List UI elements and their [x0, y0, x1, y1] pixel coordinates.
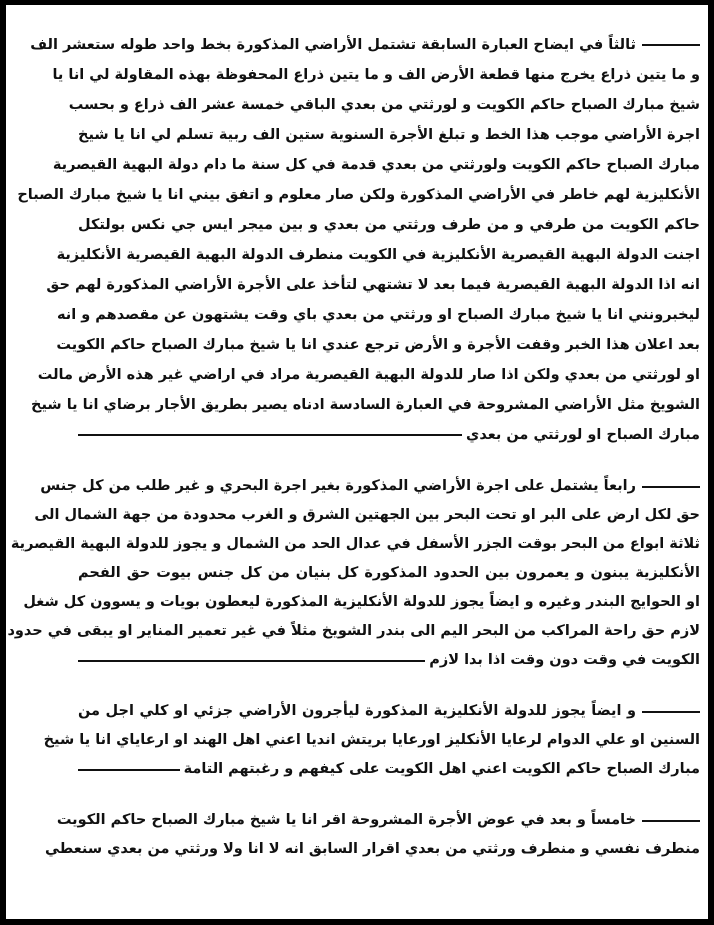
text-line — [56, 240, 700, 270]
line-text: انه اذا الدولة البهية القيصرية فيما بعد لا تشتهي لتأخذ على الأجرة الأراضي المذكورة لهم حق — [46, 277, 700, 293]
line-text: مبارك الصباح حاكم الكويت اعني اهل الكويت على كيفهم و رغبتهم التامة — [183, 761, 700, 777]
line-text: اجنت الدولة البهية القيصرية الأنكليزية في الكويت منطرف الدولة البهية القيصرية الأنكليزية — [56, 247, 700, 263]
line-text: و ما يتين ذراع يخرج منها قطعة الأرض الف و ما يتين ذراع المحفوظة بهذه المقاولة لي انا يا — [52, 67, 700, 83]
text-line — [44, 835, 700, 864]
line-text: حاكم الكويت من طرفي و من طرف ورثتي من بعدي و بين ميجر ايس جي نكس بولتكل — [78, 217, 700, 233]
line-text: اجرة الأراضي موجب هذا الخط و تبلغ الأجرة السنوية ستين الف ربية تسلم لي انا يا شيخ — [78, 127, 700, 143]
text-line — [78, 420, 700, 450]
document-page — [6, 5, 708, 919]
line-text: حق لكل ارض على البر او تحت البحر بين الجهتين الشرق و الغرب محدودة من جهة الشمال الى — [34, 507, 700, 523]
text-line — [34, 501, 700, 530]
dash-rule — [642, 711, 700, 713]
line-text: ثلاثة ابواع من البحر بوقت الجزر الأسفل في عدال الحد من الشمال و يجوز للدولة البهية القيصرية — [10, 536, 700, 552]
line-text: شيخ مبارك الصباح حاكم الكويت و لورثتي من بعدي الباقي خمسة عشر الف ذراع و بحسب — [68, 97, 700, 113]
text-line — [78, 755, 700, 784]
text-line — [78, 210, 700, 240]
text-line — [7, 617, 700, 646]
line-text: السنين او علي الدوام لرعايا الأنكليز اورعايا بريتش انديا اعني اهل الهند او ارعاياي انا يا شيخ — [43, 732, 700, 748]
line-text: الكويت في وقت دون وقت اذا بدا لازم — [429, 652, 700, 668]
text-line — [17, 180, 700, 210]
text-line — [23, 588, 700, 617]
line-text: او الحوايج البندر وغيره و ايضاً يجوز للدولة الأنكليزية المذكورة ليعطون بويات و يسوون كل شغل — [23, 594, 700, 610]
text-line — [10, 530, 700, 559]
text-line — [37, 360, 700, 390]
text-line — [30, 30, 700, 60]
paragraph-fifth — [44, 806, 700, 864]
text-line — [52, 60, 700, 90]
dash-rule — [642, 44, 700, 46]
text-line — [52, 150, 700, 180]
paragraph-also — [43, 697, 700, 784]
text-line — [78, 559, 700, 588]
line-text: لازم حق راحة المراكب من البحر اليم الى بندر الشويخ مثلاً في غير تعمير المناير او يبقى في حدود — [7, 623, 700, 639]
line-text: او لورثتي من بعدي ولكن اذا صار للدولة البهية القيصرية مراد في اراضي غير هذه الأرض مالت — [37, 367, 700, 383]
line-text: الأنكليزية لهم خاطر في الأراضي المذكورة ولكن صار معلوم و اتفق بيني انا يا شيخ مبارك الصباح — [17, 187, 700, 203]
line-text: و ايضاً يجوز للدولة الأنكليزية المذكورة ليأجرون الأراضي جزئي او كلي اجل من — [78, 703, 636, 719]
line-text: مبارك الصباح حاكم الكويت ولورثتي من بعدي قدمة في كل سنة ما دام دولة البهية القيصرية — [52, 157, 700, 173]
text-line — [78, 646, 700, 675]
line-text: ثالثاً في ايضاح العبارة السابقة تشتمل الأراضي المذكورة بخط واحد طوله ستعشر الف — [30, 37, 636, 53]
end-rule — [78, 434, 462, 436]
text-line — [40, 472, 700, 501]
dash-rule — [642, 820, 700, 822]
end-rule — [78, 660, 425, 662]
dash-rule — [642, 486, 700, 488]
line-text: خامساً و بعد في عوض الأجرة المشروحة اقر انا يا شيخ مبارك الصباح حاكم الكويت — [56, 812, 636, 828]
text-line — [31, 390, 700, 420]
text-line — [68, 90, 700, 120]
line-text: مبارك الصباح او لورثتي من بعدي — [466, 427, 700, 443]
line-text: الأنكليزية يبنون و يعمرون بين الحدود المذكورة كل بنيان من كل جنس بيوت حق الفحم — [78, 565, 700, 581]
text-line — [46, 270, 700, 300]
paragraph-third — [17, 30, 700, 450]
text-line — [56, 806, 700, 835]
line-text: منطرف نفسي و منطرف ورثتي من بعدي اقرار السابق انه لا انا ولا ورثتي من بعدي سنعطي — [44, 841, 700, 857]
line-text: رابعاً يشتمل على اجرة الأراضي المذكورة بغير اجرة البحري و غير طلب من كل جنس — [40, 478, 636, 494]
line-text: بعد اعلان هذا الخبر وقفت الأجرة و الأرض ترجع عندي انا يا شيخ مبارك الصباح حاكم الكويت — [56, 337, 700, 353]
text-line — [56, 300, 700, 330]
text-line — [56, 330, 700, 360]
text-line — [78, 120, 700, 150]
text-line — [43, 726, 700, 755]
line-text: الشويخ مثل الأراضي المشروحة في العبارة السادسة ادناه يصير بطريق الأجار برضاي انا يا شيخ — [31, 397, 700, 413]
document-body — [7, 30, 700, 864]
paragraph-fourth — [7, 472, 700, 675]
line-text: ليخبرونني انا يا شيخ مبارك الصباح او ورثتي من بعدي باي وقت يشتهون عن مقصدهم و انه — [56, 307, 700, 323]
end-rule — [78, 769, 180, 771]
text-line — [78, 697, 700, 726]
